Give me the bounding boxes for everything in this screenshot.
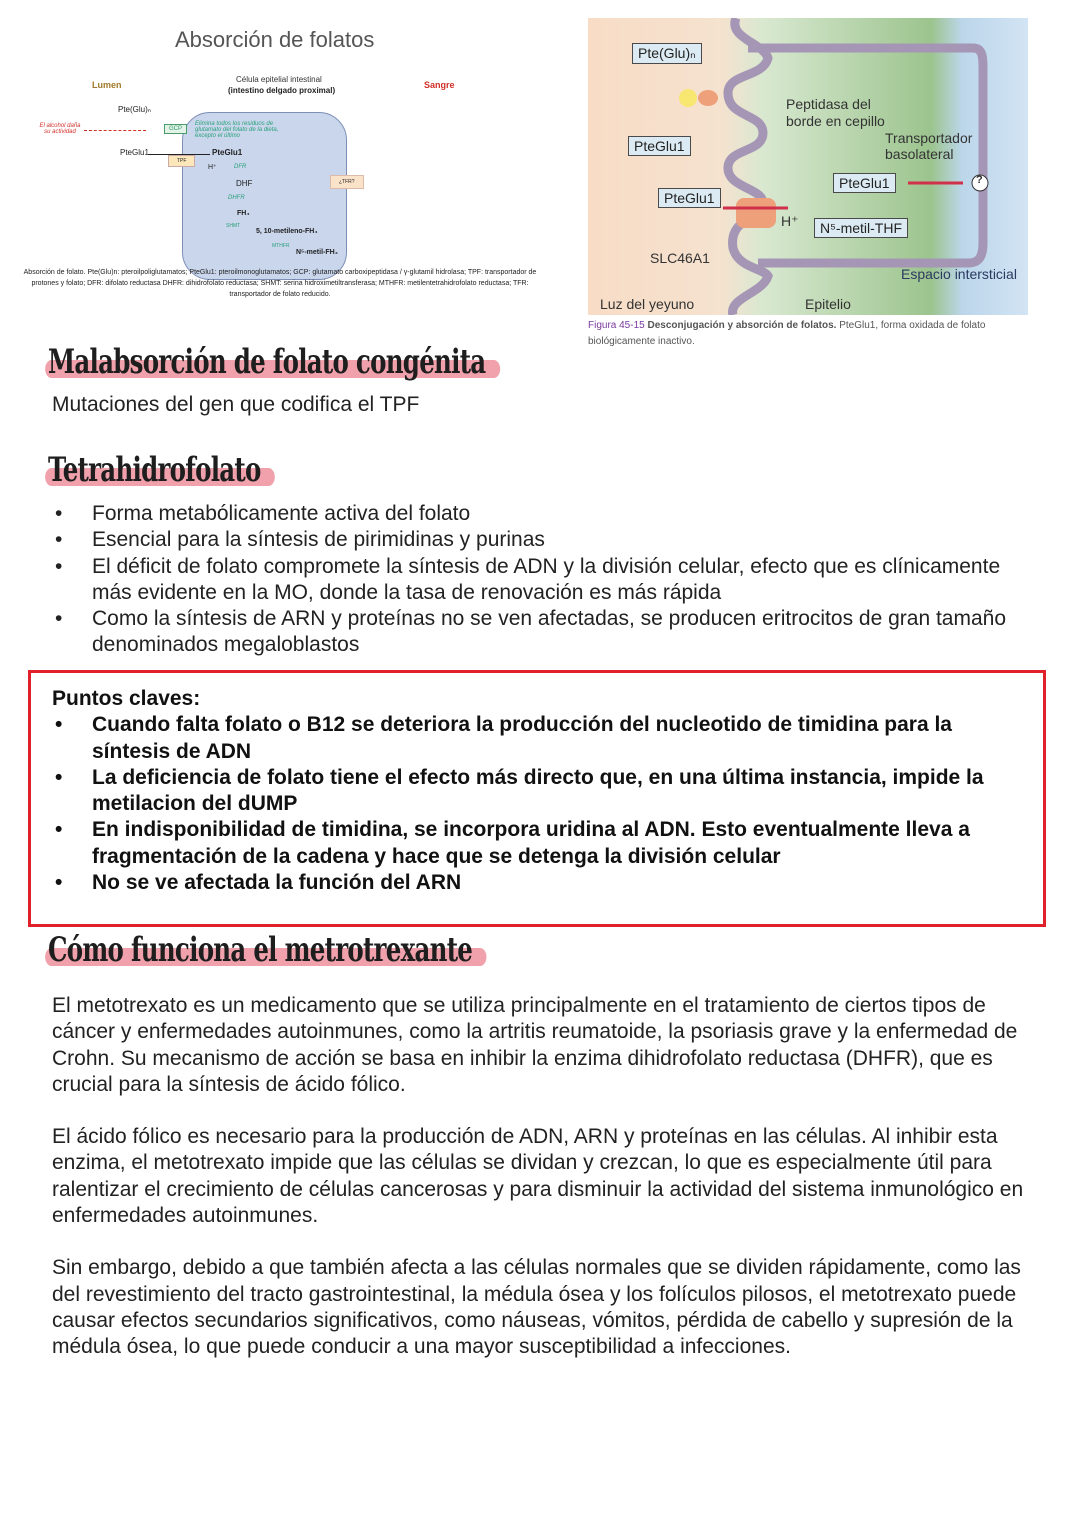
- tpf-transporter: TPF: [168, 155, 195, 167]
- fh4-label: FH₄: [237, 210, 250, 217]
- h-ion: H⁺: [208, 164, 217, 171]
- caption-bold: Desconjugación y absorción de folatos.: [647, 320, 837, 331]
- key-points-box: [28, 670, 1046, 927]
- figure-number: Figura 45-15: [588, 320, 645, 331]
- heading-tetrahidrofolato: Tetrahidrofolato: [48, 450, 261, 490]
- caption-text: PteGlu1, forma oxidada de folato biológicamente inactivo.: [588, 320, 986, 347]
- pteglu1-lumen: PteGlu1: [120, 148, 149, 157]
- cell-title: Célula epitelial intestinal: [236, 75, 322, 84]
- transportador-label: Transportador basolateral: [885, 130, 973, 162]
- pteglu1-cell: PteGlu1: [212, 148, 243, 157]
- metotrexato-text: [52, 993, 1042, 1387]
- pteglu1-box-lumen: PteGlu1: [628, 136, 691, 156]
- figure-caption: Absorción de folato. Pte(Glu)n: pteroilpoliglutamatos; PteGlu1: pteroilmonoglutamatos; GCP: glutamato carboxipeptidasa / γ-glutamil hidrolasa; TPF: transportador de protones y folato; DFR: difolato reductasa DHFR: dihidrofolato reductasa; SHMT: serina hidroximetiltransferasa; MTHFR: metilentetrahidrofolato reductasa; TFR: transportador de folato reducido.: [23, 269, 537, 298]
- list-item: • No se ve afectada la función del ARN: [52, 870, 1027, 896]
- folate-absorption-diagram: [0, 15, 556, 315]
- metil-label: N⁵-metil-FH₄: [296, 249, 339, 256]
- tfr-transporter: ¿TFR?: [330, 175, 364, 189]
- heading-malabsorcion: Malabsorción de folato congénita: [48, 342, 486, 382]
- cell-subtitle: (intestino delgado proximal): [228, 86, 336, 95]
- right-figure-caption: [588, 318, 1033, 350]
- key-points-title: Puntos claves:: [52, 687, 201, 710]
- jejunum-folate-diagram: [588, 18, 1028, 315]
- figure-title: Absorción de folatos: [175, 27, 375, 52]
- shmt-label: SHMT: [226, 223, 241, 229]
- list-item: • El déficit de folato compromete la síntesis de ADN y la división celular, efecto que es clínicamente más evidente en la MO, donde la tasa de renovación es más rápida: [52, 554, 1042, 607]
- espacio-label: Espacio intersticial: [901, 266, 1017, 282]
- gcp-note: Elimina todos los residuos de glutamato del folato de la dieta, excepto el último: [195, 121, 279, 139]
- list-item: • Cuando falta folato o B12 se deteriora la producción del nucleotido de timidina para la síntesis de ADN: [52, 712, 1027, 765]
- list-item: • La deficiencia de folato tiene el efecto más directo que, en una última instancia, impide la metilacion del dUMP: [52, 765, 1027, 818]
- alcohol-note: El alcohol daña su actividad: [39, 123, 81, 135]
- question-mark: ?: [976, 174, 983, 186]
- pteglu1-box-cell: PteGlu1: [833, 173, 896, 193]
- peptidasa-label: Peptidasa del borde en cepillo: [786, 96, 885, 129]
- n5-metil-thf-box: N⁵-metil-THF: [814, 218, 908, 238]
- pteglu1-box-transport: PteGlu1: [658, 188, 721, 208]
- paragraph: El metotrexato es un medicamento que se utiliza principalmente en el tratamiento de ciertos tipos de cáncer y enfermedades autoinmunes, como la artritis reumatoide, la psoriasis grave y la enfermedad de Crohn. Su mecanismo de acción se basa en inhibir la enzima dihidrofolato reductasa (DHFR), que es crucial para la síntesis de ácido fólico.: [52, 994, 1018, 1096]
- paragraph: El ácido fólico es necesario para la producción de ADN, ARN y proteínas en las células. Al inhibir esta enzima, el metotrexato impide que las células se dividan y crezcan, lo que es especialmente útil para ralentizar el crecimiento de células cancerosas y para disminuir la actividad del sistema inmunológico en enfermedades autoinmunes.: [52, 1125, 1024, 1228]
- list-item: • Como la síntesis de ARN y proteínas no se ven afectadas, se producen eritrocitos de gran tamaño denominados megaloblastos: [52, 606, 1042, 659]
- luz-label: Luz del yeyuno: [600, 296, 695, 312]
- epitelio-label: Epitelio: [805, 296, 851, 312]
- slc46a1-label: SLC46A1: [650, 250, 710, 266]
- list-item: • Esencial para la síntesis de pirimidinas y purinas: [52, 527, 1042, 553]
- paragraph: Sin embargo, debido a que también afecta a las células normales que se dividen rápidamente, como las del revestimiento del tracto gastrointestinal, la médula ósea y los folículos pilosos, el metotrexato puede causar efectos secundarios significativos, como náuseas, vómitos, pérdida de cabello y supresión de la médula ósea, lo que puede conducir a una mayor susceptibilidad a infecciones.: [52, 1256, 1021, 1359]
- dfr-label: DFR: [234, 164, 247, 170]
- metileno-label: 5, 10-metileno-FH₄: [256, 228, 318, 235]
- heading-metotrexato: Cómo funciona el metrotrexante: [48, 930, 473, 970]
- thf-list: [52, 501, 1042, 659]
- pteglu-n-box: Pte(Glu)ₙ: [632, 43, 702, 64]
- h-ion-label: H⁺: [781, 213, 799, 229]
- list-item: • Forma metabólicamente activa del folato: [52, 501, 1042, 527]
- dhf-label: DHF: [236, 179, 253, 188]
- malabsorcion-text: Mutaciones del gen que codifica el TPF: [52, 393, 420, 416]
- mthfr-label: MTHFR: [272, 243, 290, 249]
- gcp-label: GCP: [164, 124, 187, 134]
- sangre-label: Sangre: [424, 80, 455, 90]
- key-points-list: [52, 712, 1027, 896]
- pteglu-n: Pte(Glu)ₙ: [118, 105, 151, 114]
- dashed-arrow: [84, 130, 146, 131]
- lumen-label: Lumen: [92, 80, 122, 90]
- dhfr-label: DHFR: [228, 195, 245, 201]
- list-item: • En indisponibilidad de timidina, se incorpora uridina al ADN. Esto eventualmente lleva a fragmentación de la cadena y hace que se detenga la división celular: [52, 817, 1027, 870]
